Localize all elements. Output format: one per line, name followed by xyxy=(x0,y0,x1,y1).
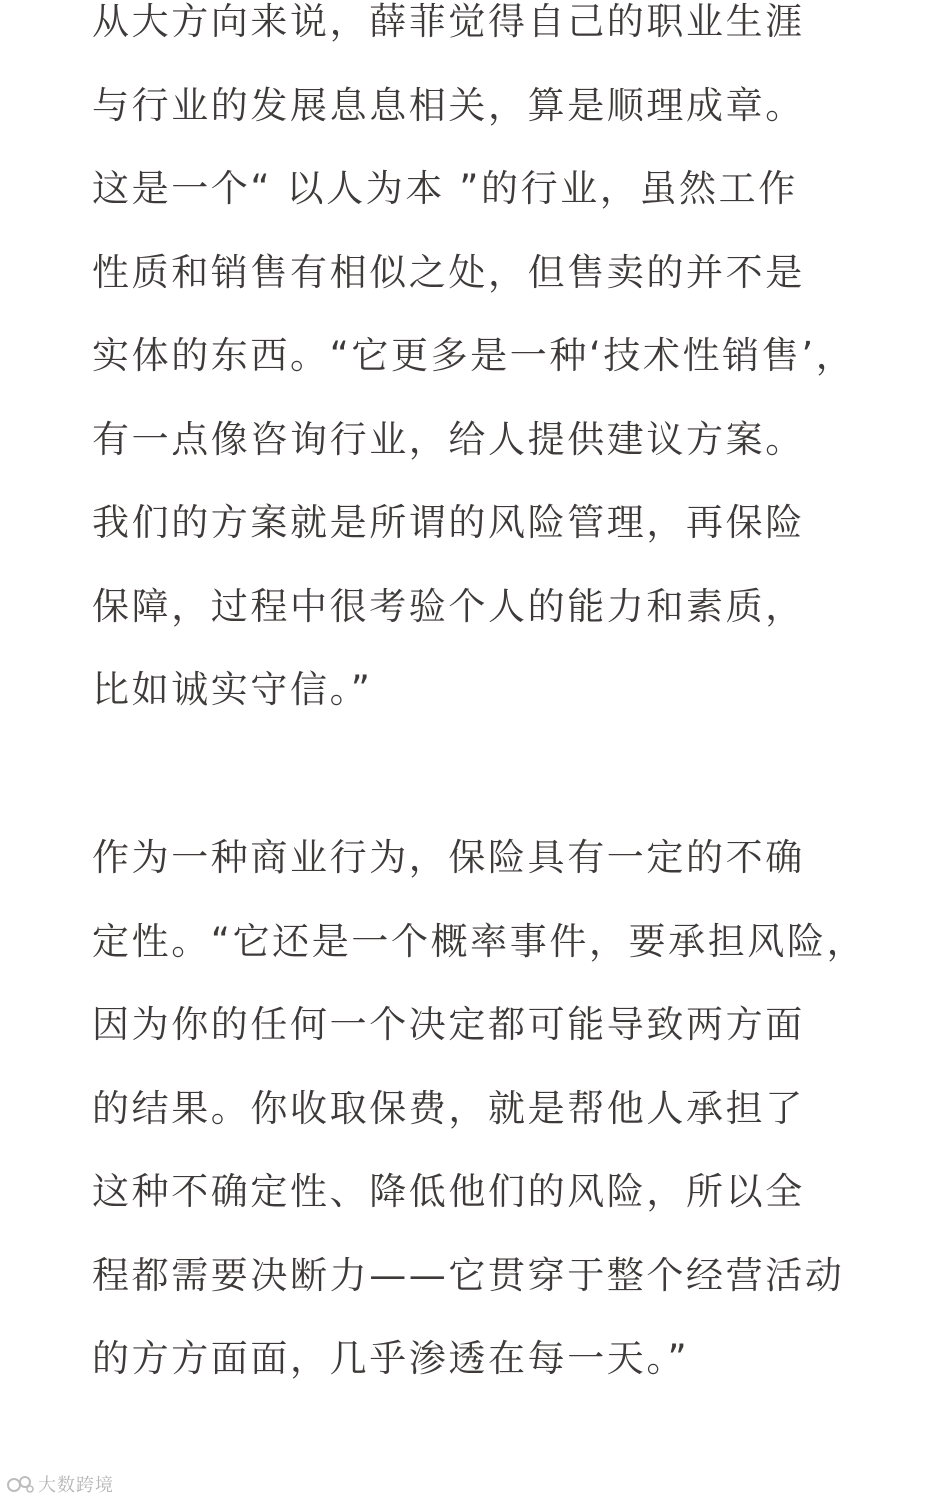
text-line: 的方方面面，几乎渗透在每一天。” xyxy=(92,1337,690,1380)
brand-logo-icon xyxy=(6,1473,34,1495)
text-line: 作为一种商业行为，保险具有一定的不确 xyxy=(92,836,805,879)
text-line: 性质和销售有相似之处，但售卖的并不是 xyxy=(92,250,805,294)
text-line: 定性。“它还是一个概率事件，要承担风险， xyxy=(92,919,867,963)
paragraph-1 xyxy=(92,0,855,752)
text-line: 比如诚实守信。” xyxy=(92,668,373,711)
text-line: 我们的方案就是所谓的风险管理，再保险 xyxy=(92,501,805,544)
text-line: 因为你的任何一个决定都可能导致两方面 xyxy=(92,1003,805,1046)
text-line: 程都需要决断力——它贯穿于整个经营活动 xyxy=(92,1253,845,1297)
text-line: 从大方向来说，薛菲觉得自己的职业生涯 xyxy=(92,0,805,43)
text-line: 实体的东西。“它更多是一种‘技术性销售’， xyxy=(92,334,856,377)
watermark xyxy=(6,1471,114,1497)
text-line: 保障，过程中很考验个人的能力和素质， xyxy=(92,584,805,628)
text-line: 与行业的发展息息相关，算是顺理成章。 xyxy=(92,83,805,127)
text-line: 这是一个“ 以人为本 ”的行业，虽然工作 xyxy=(92,167,798,210)
text-line: 有一点像咨询行业，给人提供建议方案。 xyxy=(92,417,805,461)
watermark-text: 大数跨境 xyxy=(38,1475,114,1496)
text-line: 这种不确定性、降低他们的风险，所以全 xyxy=(92,1170,805,1213)
paragraph-2 xyxy=(92,836,866,1421)
text-line: 的结果。你收取保费，就是帮他人承担了 xyxy=(92,1086,805,1130)
